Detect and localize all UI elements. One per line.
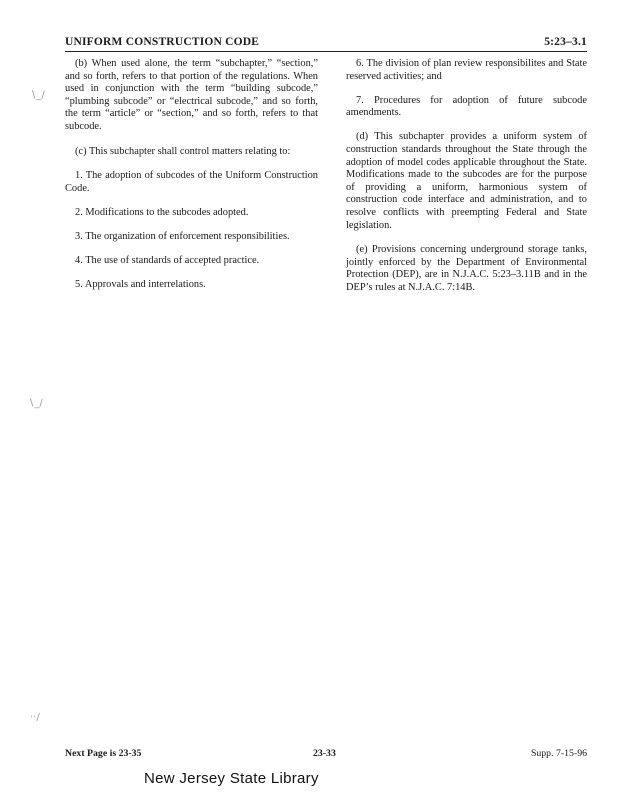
paragraph-e: (e) Provisions concerning underground storage tanks, jointly enforced by the Department of Environmental Protection (DEP), are in N.J.A.C. 5:23–3.11B and in the DEP’s rules at N.J.A.C. 7:14B. xyxy=(346,244,587,293)
scan-mark: ··/ xyxy=(30,712,40,723)
scan-mark: ∖_∕ xyxy=(30,90,45,101)
footer-page-number: 23-33 xyxy=(313,748,336,759)
right-column xyxy=(346,58,587,307)
list-item-6: 6. The division of plan review responsibilites and State reserved activities; and xyxy=(346,58,587,82)
list-item-4: 4. The use of standards of accepted practice. xyxy=(75,255,260,267)
list-item-7: 7. Procedures for adoption of future subcode amendments. xyxy=(346,94,587,119)
footer-supplement: Supp. 7-15-96 xyxy=(530,748,587,759)
header-rule xyxy=(65,51,587,52)
paragraph-d: (d) This subchapter provides a uniform system of construction standards throughout the State through the adoption of model codes applicable throughout the State. Modifications made to the subcodes are for the purpose of providing a uniform, harmonious system of construction code interface and administration, and to resolve conflicts with preempting Federal and State legislation. xyxy=(346,131,587,231)
left-column xyxy=(65,58,318,303)
scan-mark: ∖_∕ xyxy=(28,398,43,409)
library-stamp: New Jersey State Library xyxy=(144,770,319,787)
footer-next-page: Next Page is 23-35 xyxy=(65,748,142,759)
paragraph-b: (b) When used alone, the term “subchapter,” “section,” and so forth, refers to that portion of the regulations. When used in conjunction with the term “building subcode,” “plumbing subcode” or “electrical subcode,” and so forth, the term “article” or “section,” and so forth, refers to that subcode. xyxy=(65,58,318,132)
paragraph-c: (c) This subchapter shall control matters relating to: xyxy=(75,145,291,157)
list-item-2: 2. Modifications to the subcodes adopted. xyxy=(75,206,249,218)
list-item-5: 5. Approvals and interrelations. xyxy=(75,279,206,291)
list-item-1: 1. The adoption of subcodes of the Uniform Construction Code. xyxy=(65,170,318,194)
header-section-number: 5:23–3.1 xyxy=(544,36,587,48)
list-item-3: 3. The organization of enforcement responsibilities. xyxy=(75,230,290,242)
header-title: UNIFORM CONSTRUCTION CODE xyxy=(65,36,260,48)
running-header xyxy=(65,36,587,50)
page-footer xyxy=(65,748,587,762)
